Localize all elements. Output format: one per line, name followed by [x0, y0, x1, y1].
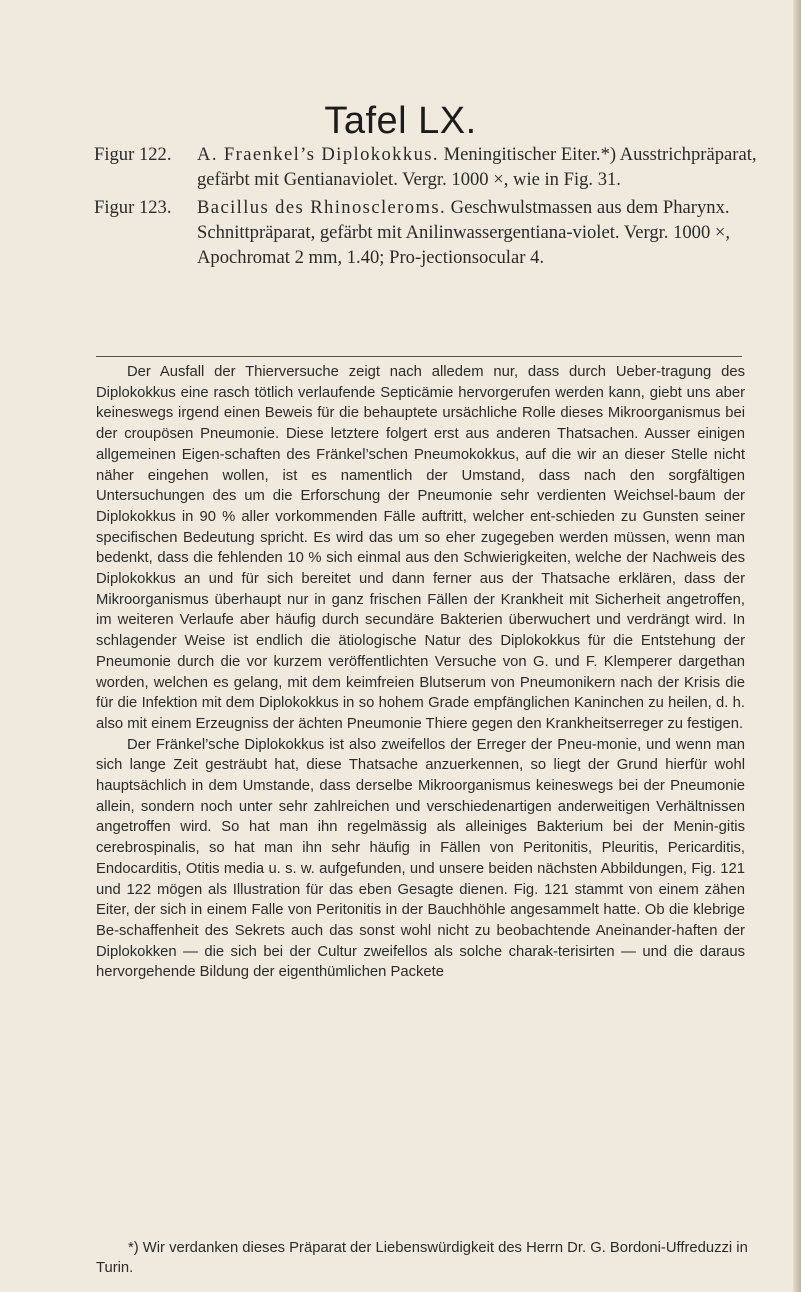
page-edge [793, 0, 801, 1292]
figure-caption [94, 195, 794, 270]
body-text [96, 362, 745, 983]
footnote-text: *) Wir verdanken dieses Präparat der Liebenswürdigkeit des Herrn Dr. G. Bordoni-Uffreduzzi in Turin. [96, 1240, 748, 1276]
figure-description: Meningitischer Eiter.*) Ausstrichpräparat, gefärbt mit Gentianaviolet. Vergr. 1000 ×, wie in Fig. 31. [197, 144, 757, 190]
page-title: Tafel LX. [324, 100, 477, 142]
figure-number: Figur 122. [94, 144, 172, 165]
figure-lead: Bacillus des Rhinoscleroms. [197, 197, 447, 218]
figure-captions [94, 142, 794, 270]
footnote [96, 1238, 756, 1278]
figure-number: Figur 123. [94, 197, 172, 218]
figure-lead: A. Fraenkel’s Diplokokkus. [197, 144, 439, 165]
figure-caption [94, 142, 794, 192]
figure-description: Geschwulstmassen aus dem Pharynx. Schnittpräparat, gefärbt mit Anilinwassergentiana-violet. Vergr. 1000 ×, Apochromat 2 mm, 1.40; Pro-jectionsocular 4. [197, 197, 731, 268]
paragraph: Der Ausfall der Thierversuche zeigt nach alledem nur, dass durch Ueber-tragung des Diplokokkus eine rasch tötlich verlaufende Septicämie hervorgerufen werden kann, giebt uns aber keineswegs irgend einen Beweis für die behauptete ursächliche Rolle dieses Mikroorganismus bei der croupösen Pneumonie. Diese letztere folgert erst aus anderen Thatsachen. Ausser einigen allgemeinen Eigen-schaften des Fränkel’schen Pneumokokkus, auf die wir an dieser Stelle nicht näher eingehen wollen, ist es namentlich der Umstand, dass nach den sorgfältigen Untersuchungen des um die Erforschung der Pneumonie sehr verdienten Weichsel-baum der Diplokokkus in 90 % aller vorkommenden Fälle auftritt, welcher ent-schieden zu Gunsten seiner specifischen Bedeutung spricht. Es wird das um so eher zugegeben werden müssen, wenn man bedenkt, dass die fehlenden 10 % sich einmal aus den Schwierigkeiten, welche der Nachweis des Diplokokkus an und für sich bereitet und dann ferner aus der Thatsache erklären, dass der Mikroorganismus überhaupt nur in ganz frischen Fällen der Krankheit mit Sicherheit angetroffen, im weiteren Verlaufe aber häufig durch secundäre Bakterien überwuchert und verdrängt wird. In schlagender Weise ist endlich die ätiologische Natur des Diplokokkus für die Entstehung der Pneumonie durch die vor kurzem veröffentlichten Versuche von G. und F. Klemperer dargethan worden, welchen es gelang, mit dem keimfreien Blutserum von Pneumonikern nach der Krisis die für die Infektion mit dem Diplokokkus in so hohem Grade empfänglichen Kaninchen zu heilen, d. h. also mit einem Erzeugniss der ächten Pneumonie Thiere gegen den Krankheitserreger zu festigen. [96, 364, 745, 732]
separator-rule [96, 356, 742, 357]
paragraph: Der Fränkel’sche Diplokokkus ist also zweifellos der Erreger der Pneu-monie, und wenn man sich lange Zeit gesträubt hat, diese Thatsache anzuerkennen, so liegt der Grund hierfür wohl hauptsächlich in dem Umstande, dass derselbe Mikroorganismus keineswegs bei der Pneumonie allein, sondern noch unter sehr zahlreichen und verschiedenartigen anderweitigen Verhältnissen angetroffen wird. So hat man ihn regelmässig als alleiniges Bakterium bei der Menin-gitis cerebrospinalis, so hat man ihn sehr häufig in Fällen von Peritonitis, Pleuritis, Pericarditis, Endocarditis, Otitis media u. s. w. aufgefunden, und unsere beiden nächsten Abbildungen, Fig. 121 und 122 mögen als Illustration für das eben Gesagte dienen. Fig. 121 stammt von einem zähen Eiter, der sich in einem Falle von Peritonitis in der Bauchhöhle angesammelt hatte. Ob die klebrige Be-schaffenheit des Sekrets auch das sonst wohl nicht zu beobachtende Aneinander-haften der Diplokokken — die sich bei der Cultur zweifellos als solche charak-terisirten — und die daraus hervorgehende Bildung der eigenthümlichen Packete [96, 736, 745, 981]
